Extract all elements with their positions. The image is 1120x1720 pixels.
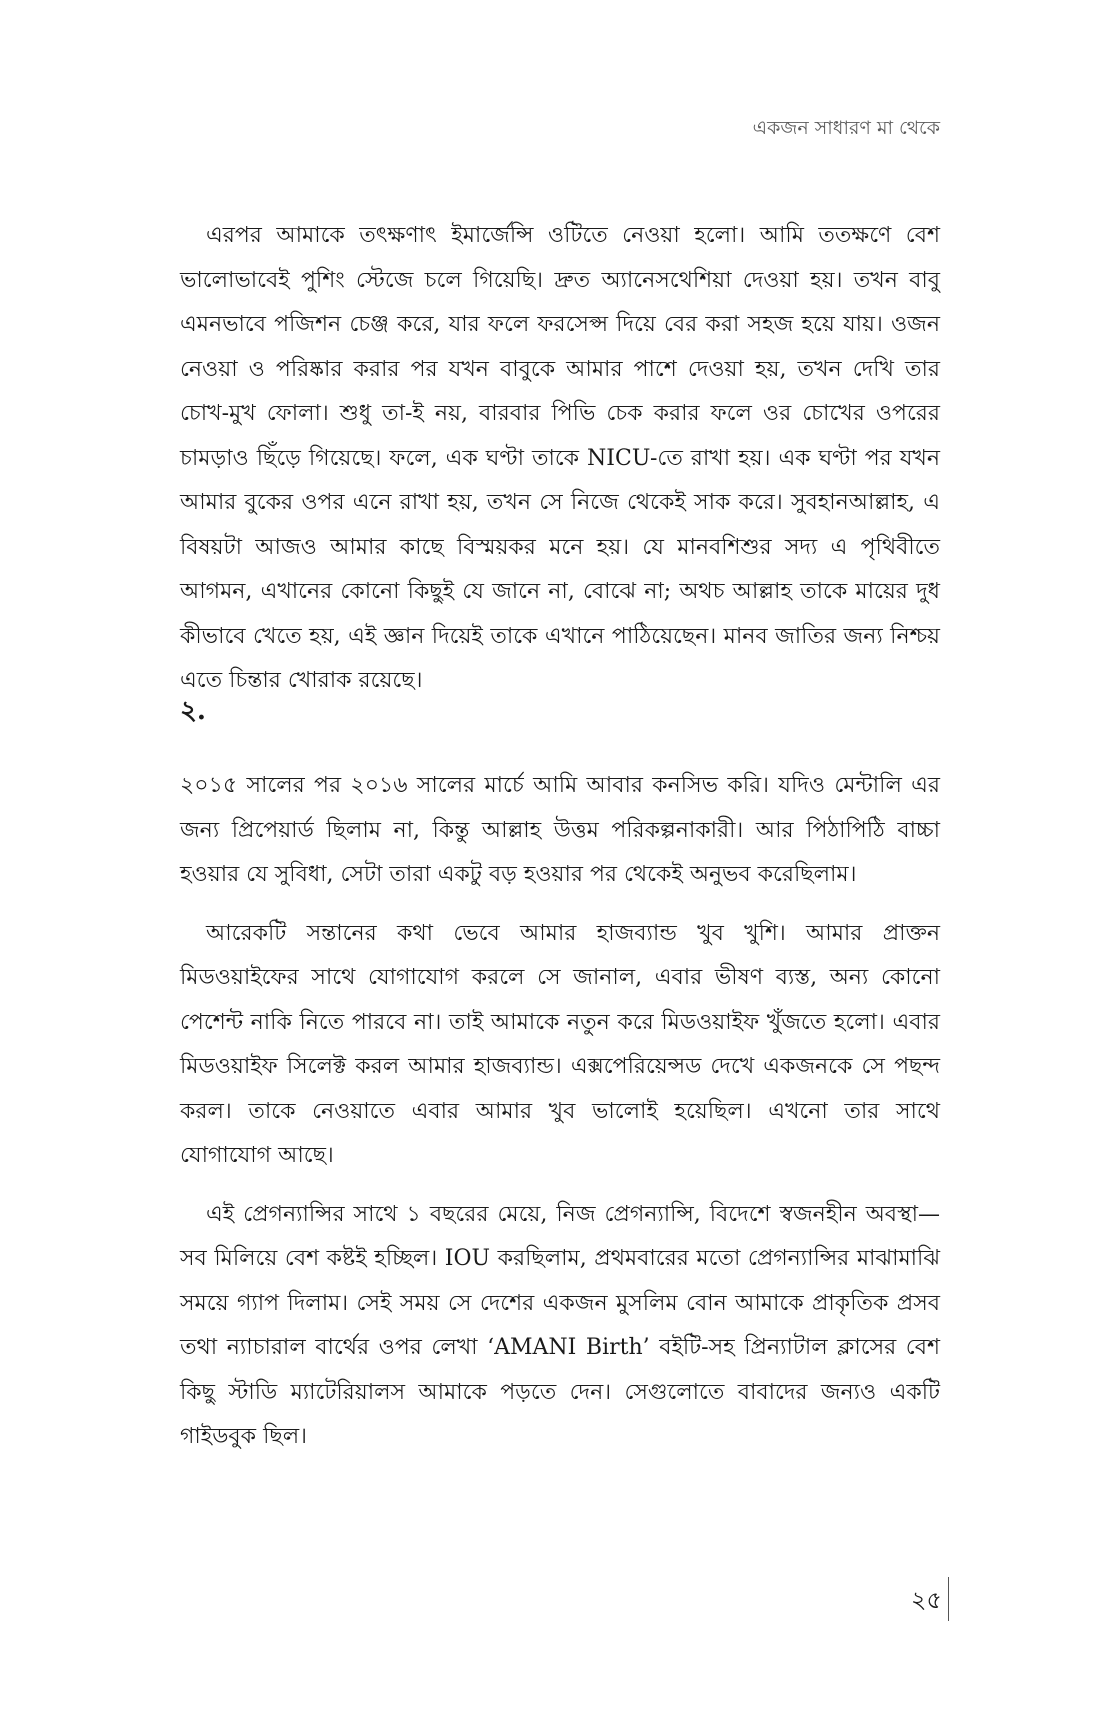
paragraph: আরেকটি সন্তানের কথা ভেবে আমার হাজব্যান্ড খুব খুশি। আমার প্রাক্তন মিডওয়াইফের সাথে যোগাযোগ করলে সে জানাল, এবার ভীষণ ব্যস্ত, অন্য কোনো পেশেন্ট নাকি নিতে পারবে না। তাই আমাকে নতুন করে মিডওয়াইফ খুঁজতে হলো। এবার মিডওয়াইফ সিলেক্ট করল আমার হাজব্যান্ড। এক্সপেরিয়েন্সড দেখে একজনকে সে পছন্দ করল। তাকে নেওয়াতে এবার আমার খুব ভালোই হয়েছিল। এখনো তার সাথে যোগাযোগ আছে। <box>180 920 940 1168</box>
section-number: ২. <box>180 696 206 726</box>
running-head: একজন সাধারণ মা থেকে <box>752 117 940 139</box>
folio-divider <box>948 1577 949 1621</box>
paragraph: ২০১৫ সালের পর ২০১৬ সালের মার্চে আমি আবার কনসিভ করি। যদিও মেন্টালি এর জন্য প্রিপেয়ার্ড ছিলাম না, কিন্তু আল্লাহ উত্তম পরিকল্পনাকারী। আর পিঠাপিঠি বাচ্চা হওয়ার যে সুবিধা, সেটা তারা একটু বড় হওয়ার পর থেকেই অনুভব করেছিলাম। <box>180 773 940 887</box>
page-number: ২৫ <box>910 1586 942 1614</box>
body-text-part1 <box>180 214 940 704</box>
body-text-part2 <box>180 764 940 1474</box>
paragraph: এরপর আমাকে তৎক্ষণাৎ ইমার্জেন্সি ওটিতে নেওয়া হলো। আমি ততক্ষণে বেশ ভালোভাবেই পুশিং স্টেজে চলে গিয়েছি। দ্রুত অ্যানেসথেশিয়া দেওয়া হয়। তখন বাবু এমনভাবে পজিশন চেঞ্জ করে, যার ফলে ফরসেপ্স দিয়ে বের করা সহজ হয়ে যায়। ওজন নেওয়া ও পরিষ্কার করার পর যখন বাবুকে আমার পাশে দেওয়া হয়, তখন দেখি তার চোখ-মুখ ফোলা। শুধু তা-ই নয়, বারবার পিভি চেক করার ফলে ওর চোখের ওপরের চামড়াও ছিঁড়ে গিয়েছে। ফলে, এক ঘণ্টা তাকে NICU-তে রাখা হয়। এক ঘণ্টা পর যখন আমার বুকের ওপর এনে রাখা হয়, তখন সে নিজে থেকেই সাক করে। সুবহানআল্লাহ, এ বিষয়টা আজও আমার কাছে বিস্ময়কর মনে হয়। যে মানবশিশুর সদ্য এ পৃথিবীতে আগমন, এখানের কোনো কিছুই যে জানে না, বোঝে না; অথচ আল্লাহ তাকে মায়ের দুধ কীভাবে খেতে হয়, এই জ্ঞান দিয়েই তাকে এখানে পাঠিয়েছেন। মানব জাতির জন্য নিশ্চয় এতে চিন্তার খোরাক রয়েছে। <box>180 223 940 693</box>
paragraph: এই প্রেগন্যান্সির সাথে ১ বছরের মেয়ে, নিজ প্রেগন্যান্সি, বিদেশে স্বজনহীন অবস্থা—সব মিলিয়ে বেশ কষ্টই হচ্ছিল। IOU করছিলাম, প্রথমবারের মতো প্রেগন্যান্সির মাঝামাঝি সময়ে গ্যাপ দিলাম। সেই সময় সে দেশের একজন মুসলিম বোন আমাকে প্রাকৃতিক প্রসব তথা ন্যাচারাল বার্থের ওপর লেখা ‘AMANI Birth’ বইটি-সহ প্রিন্যাটাল ক্লাসের বেশ কিছু স্টাডি ম্যাটেরিয়ালস আমাকে পড়তে দেন। সেগুলোতে বাবাদের জন্যও একটি গাইডবুক ছিল। <box>180 1201 940 1449</box>
